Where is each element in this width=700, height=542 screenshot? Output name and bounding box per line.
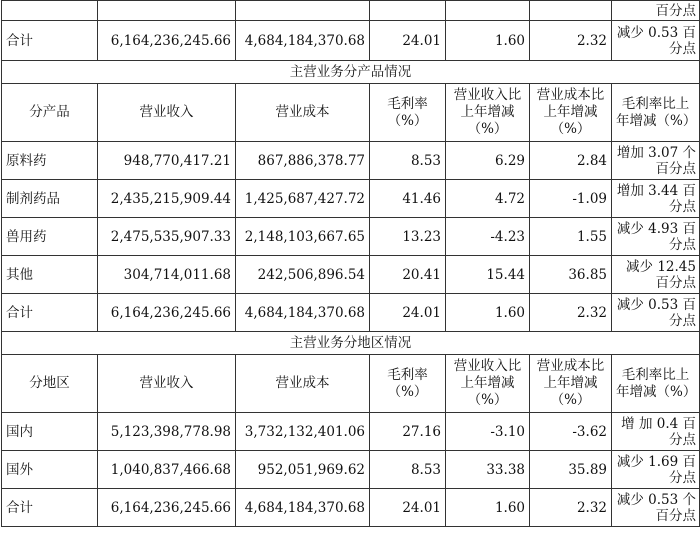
cost-cell: 1,425,687,427.72: [236, 180, 370, 218]
margin-change-cell: 减少 0.53 百分点: [612, 294, 700, 332]
margin-cell: 8.53: [370, 142, 446, 180]
row-name: 其他: [2, 256, 98, 294]
section-title-row: [2, 332, 700, 355]
cost-cell: 242,506,896.54: [236, 256, 370, 294]
margin-cell: 8.53: [370, 451, 446, 489]
header-cost: 营业成本: [236, 355, 370, 413]
cost-cell: 4,684,184,370.68: [236, 21, 370, 61]
table-row: [2, 451, 700, 489]
row-name: 合计: [2, 21, 98, 61]
rev-change-cell: -4.23: [446, 218, 530, 256]
header-rev-change: 营业收入比上年增减（%）: [446, 355, 530, 413]
margin-cell: 13.23: [370, 218, 446, 256]
margin-cell: 41.46: [370, 180, 446, 218]
section-title-row: [2, 61, 700, 84]
margin-cell: 24.01: [370, 21, 446, 61]
segment-table: [1, 0, 700, 527]
table-row: [2, 142, 700, 180]
rev-change-cell: 4.72: [446, 180, 530, 218]
rev-change-cell: 15.44: [446, 256, 530, 294]
revenue-cell: 6,164,236,245.66: [98, 294, 236, 332]
rev-change-cell: 1.60: [446, 21, 530, 61]
table-row: [2, 21, 700, 61]
revenue-cell: 304,714,011.68: [98, 256, 236, 294]
margin-cell: 24.01: [370, 489, 446, 527]
table-row: [2, 256, 700, 294]
row-name: 国内: [2, 413, 98, 451]
rev-change-cell: 33.38: [446, 451, 530, 489]
margin-change-cell: 增 加 0.4 百分点: [612, 413, 700, 451]
margin-change-cell: 增加 3.44 百分点: [612, 180, 700, 218]
margin-change-cell: 百分点: [612, 1, 700, 21]
cost-change-cell: 2.32: [530, 489, 612, 527]
header-row: [2, 355, 700, 413]
header-cost-change: 营业成本比上年增减（%）: [530, 84, 612, 142]
rev-change-cell: 1.60: [446, 489, 530, 527]
cost-change-cell: 2.32: [530, 21, 612, 61]
table-row: [2, 294, 700, 332]
revenue-cell: 6,164,236,245.66: [98, 21, 236, 61]
header-cost-change: 营业成本比上年增减（%）: [530, 355, 612, 413]
header-rev-change: 营业收入比上年增减（%）: [446, 84, 530, 142]
cost-change-cell: 36.85: [530, 256, 612, 294]
cost-change-cell: 2.84: [530, 142, 612, 180]
row-name: 兽用药: [2, 218, 98, 256]
revenue-cell: 2,435,215,909.44: [98, 180, 236, 218]
cost-change-cell: -1.09: [530, 180, 612, 218]
margin-change-cell: 减少 1.69 百分点: [612, 451, 700, 489]
margin-change-cell: 减少 12.45 百分点: [612, 256, 700, 294]
revenue-cell: 1,040,837,466.68: [98, 451, 236, 489]
section-title: 主营业务分产品情况: [2, 61, 700, 84]
header-margin: 毛利率（%）: [370, 355, 446, 413]
header-margin-change: 毛利率比上年增减（%）: [612, 355, 700, 413]
table-row: [2, 218, 700, 256]
margin-cell: 24.01: [370, 294, 446, 332]
table-row: [2, 180, 700, 218]
margin-cell: 27.16: [370, 413, 446, 451]
cost-cell: 4,684,184,370.68: [236, 489, 370, 527]
margin-cell: 20.41: [370, 256, 446, 294]
header-name: 分地区: [2, 355, 98, 413]
row-name: 制剂药品: [2, 180, 98, 218]
table-row: [2, 413, 700, 451]
margin-change-cell: 减少 0.53 个百分点: [612, 489, 700, 527]
rev-change-cell: -3.10: [446, 413, 530, 451]
cost-cell: 3,732,132,401.06: [236, 413, 370, 451]
cost-cell: 4,684,184,370.68: [236, 294, 370, 332]
table-row: [2, 489, 700, 527]
cost-cell: 2,148,103,667.65: [236, 218, 370, 256]
header-margin: 毛利率（%）: [370, 84, 446, 142]
table-row: [2, 1, 700, 21]
revenue-cell: 5,123,398,778.98: [98, 413, 236, 451]
cost-cell: 867,886,378.77: [236, 142, 370, 180]
revenue-cell: 6,164,236,245.66: [98, 489, 236, 527]
margin-change-cell: 增加 3.07 个百分点: [612, 142, 700, 180]
cost-change-cell: 35.89: [530, 451, 612, 489]
header-name: 分产品: [2, 84, 98, 142]
row-name: 合计: [2, 294, 98, 332]
header-revenue: 营业收入: [98, 84, 236, 142]
revenue-cell: 948,770,417.21: [98, 142, 236, 180]
margin-change-cell: 减少 4.93 百分点: [612, 218, 700, 256]
section-title: 主营业务分地区情况: [2, 332, 700, 355]
header-margin-change: 毛利率比上年增减（%）: [612, 84, 700, 142]
row-name: 原料药: [2, 142, 98, 180]
margin-change-cell: 减少 0.53 百分点: [612, 21, 700, 61]
revenue-cell: 2,475,535,907.33: [98, 218, 236, 256]
cost-change-cell: 1.55: [530, 218, 612, 256]
cost-change-cell: -3.62: [530, 413, 612, 451]
header-cost: 营业成本: [236, 84, 370, 142]
header-revenue: 营业收入: [98, 355, 236, 413]
cost-cell: 952,051,969.62: [236, 451, 370, 489]
header-row: [2, 84, 700, 142]
row-name: 国外: [2, 451, 98, 489]
row-name: 合计: [2, 489, 98, 527]
rev-change-cell: 1.60: [446, 294, 530, 332]
cost-change-cell: 2.32: [530, 294, 612, 332]
rev-change-cell: 6.29: [446, 142, 530, 180]
